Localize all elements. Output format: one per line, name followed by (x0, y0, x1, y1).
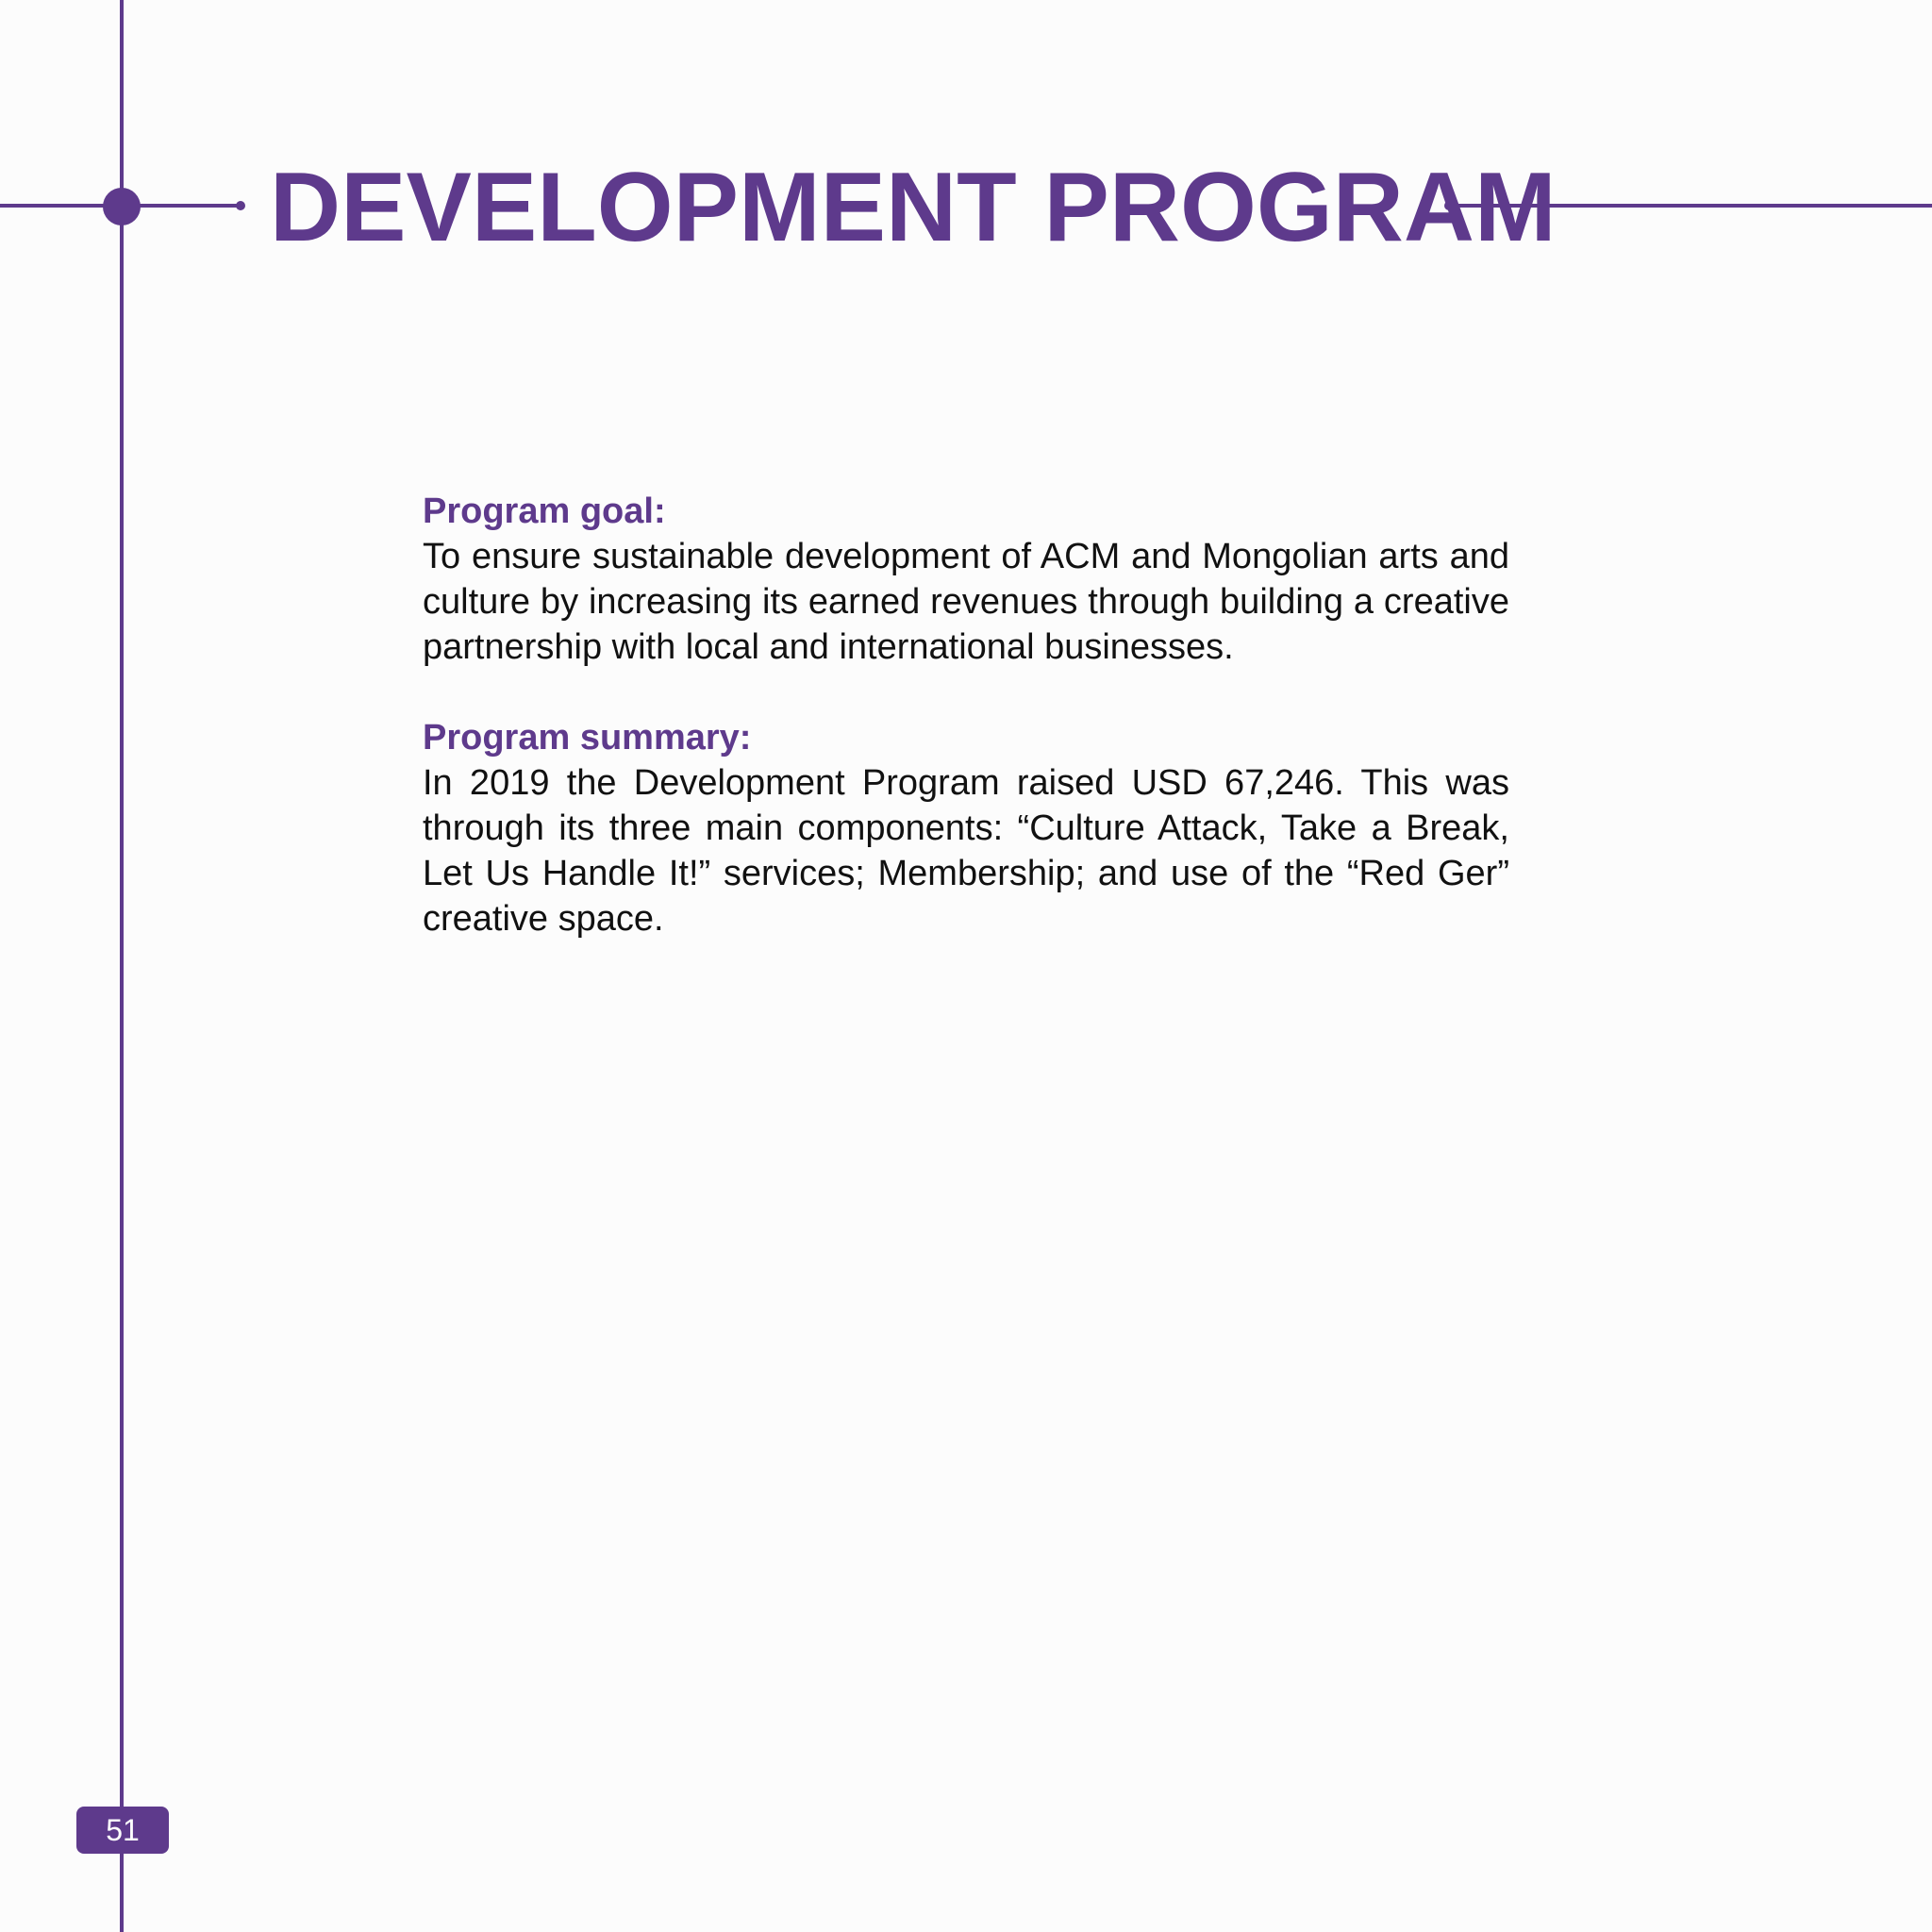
section-program-goal (423, 489, 1509, 670)
page-title: DEVELOPMENT PROGRAM (270, 153, 1557, 262)
page-number-badge: 51 (76, 1807, 169, 1854)
section-heading: Program summary: (423, 718, 752, 758)
title-rule-left-end-dot (236, 201, 245, 210)
section-spacer (423, 670, 1509, 715)
rule-intersection-node (103, 188, 141, 225)
section-text: In 2019 the Development Program raised USD 67,246. This was through its three main components: “Culture Attack, Take a Break, Let Us Handle It!” services; Membership; and use of the “Red Ger” creative space. (423, 763, 1509, 939)
section-program-summary (423, 715, 1509, 941)
section-heading: Program goal: (423, 491, 666, 531)
main-content (423, 489, 1509, 941)
section-text: To ensure sustainable development of ACM and Mongolian arts and culture by increasing its earned revenues through building a creative partnership with local and international businesses. (423, 537, 1509, 667)
vertical-rule (120, 0, 124, 1932)
